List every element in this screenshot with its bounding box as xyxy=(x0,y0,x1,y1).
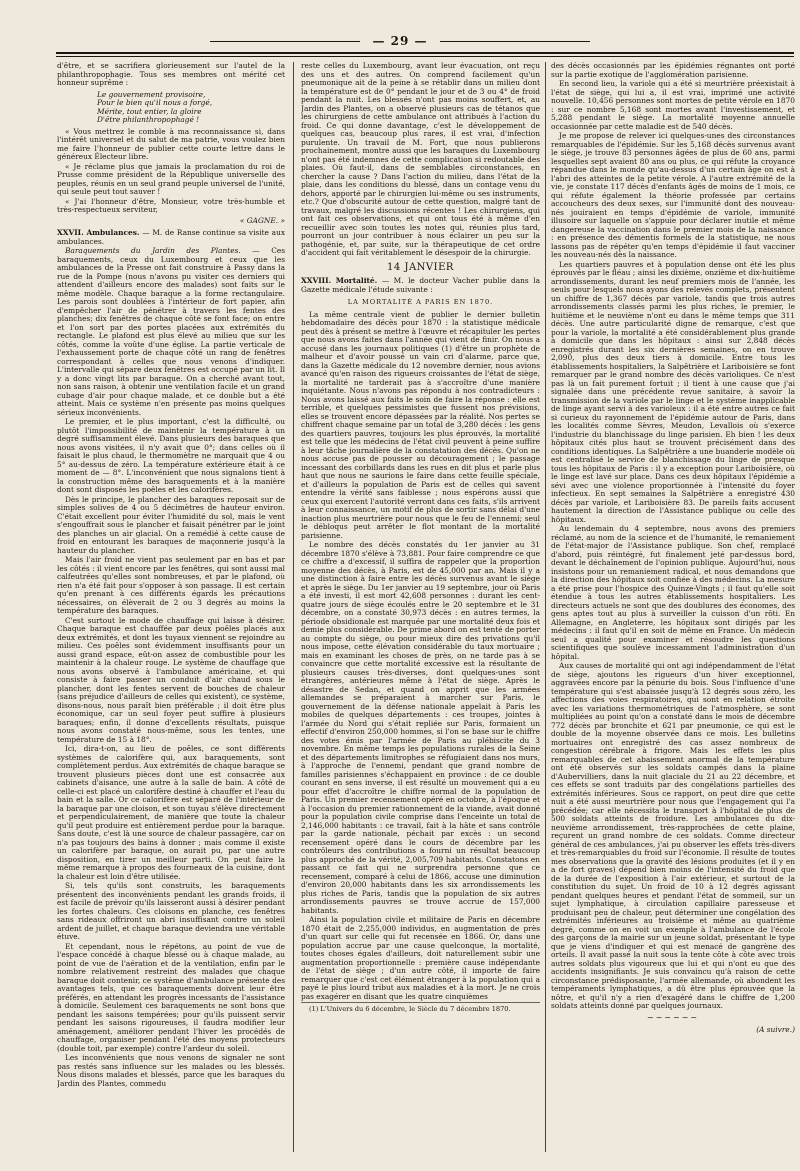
header-rule xyxy=(56,52,794,54)
paragraph: Je me propose de relever ici quelques-unes des circonstances remarquables de l'épidémie. Sur les 5,168 décès survenus avant le siège, je trouve 83 personnes âgées de plus de 60 ans, parmi lesquelles sept avaient 80 ans ou plus, ce qui réfute la croyance répandue dans le monde qu'au-dessus d'un certain âge on est à l'abri des atteintes de la petite vérole. A l'autre extrémité de la vie, je constate 117 décès d'enfants âgés de moins de 1 mois, ce qui réfute également la théorie professée par certains accoucheurs des deux sexes, sur l'immunité dont des nouveau-nés jouiraient en temps d'épidémie de variole, immunité illusoire sur laquelle on s'appuie pour déclarer inutile et même dangereuse la vaccination dans le premier mois de la naissance : en présence des démentis formels de la statistique, ne nous lassons pas de répéter qu'en temps d'épidémie il faut vacciner les nouveau-nés dès la naissance. xyxy=(551,131,795,259)
paragraph: Le premier, et le plus important, c'est la difficulté, ou plutôt l'impossibilité de maintenir la température à un degré suffisamment élevé. Dans plusieurs des baraques que nous avons visitées, il n'y avait que 0°; dans celles où il faisait le plus chaud, le thermomètre ne marquait que 4 ou 5° au-dessus de zéro. La température extérieure était à ce moment de — 8°. L'inconvénient que nous signalons tient à la construction même des baraquements et à la manière dont sont disposés les poêles et les calorifères. xyxy=(57,417,285,494)
header-rule-thin xyxy=(56,56,794,57)
verse xyxy=(97,91,285,125)
flourish-ornament: ~~~~~~ xyxy=(646,1012,700,1022)
paragraph: « J'ai l'honneur d'être, Monsieur, votre très-humble et très-respectueux serviteur, xyxy=(57,196,285,214)
paragraph: Au lendemain du 4 septembre, nous avons des premiers réclamé, au nom de la science et de l'humanité, le remaniement de l'état-major de l'Assistance publique. Son chef, remplacé d'abord, puis réintégré, fut finalement jeté par-dessus bord, devant le déchaînement de l'opinion publique. Aujourd'hui, nous insistons pour un remaniement radical, et nous demandons que la direction des hôpitaux soit confiée à des médecins. La mesure a été prise pour l'hospice des Quinze-Vingts ; il faut qu'elle soit étendue à tous les autres établissements hospitaliers. Les directeurs actuels ne sont que des doublures des économes, des gens aptes tout au plus à surveiller la cuisson d'un rôti. En Allemagne, en Angleterre, les hôpitaux sont dirigés par les médecins : il faut qu'il en soit de même en France. Un médecin seul a qualité pour examiner et résoudre les questions scientifiques que soulève incessamment l'administration d'un hôpital. xyxy=(551,524,795,661)
paragraph: Les quartiers pauvres et à population dense ont été les plus éprouvés par le fléau ; ainsi les dixième, onzième et dix-huitième arrondissements, durant les neuf premiers mois de l'année, les seuls pour lesquels nous ayons des relevés complets, présentent un chiffre de 1,367 décès par variole, tandis que trois autres arrondissements classés parmi les plus riches, le premier, le huitième et le neuvième n'ont eu dans le même temps que 311 décès. Une autre particularité digne de remarque, c'est que pour la variole, la mortalité a été considérablement plus grande à domicile que dans les hôpitaux : ainsi sur 2,848 décès enregistrés durant les six dernières semaines, on en trouve 2,090, plus des deux tiers à domicile. Entre tous les établissements hospitaliers, la Salpêtrière et Lariboisière se font remarquer par le grand nombre des décès varioliques. Ce n'est pas là un fait purement fortuit ; il tient à une cause que j'ai signalée dans une précédente revue sanitaire, à savoir la transmission de la variole par le linge et le système inapplicable de linge ayant servi à des varioleux : il a été entre autres ce fait si curieux du rayonnement de l'épidémie autour de Paris, dans les localités comme Sèvres, Meudon, Levallois où s'exerce l'industrie du blanchissage du linge parisien. Eh bien ! les deux hôpitaux cités plus haut se trouvent précisément dans des conditions identiques. La Salpêtrière a une buanderie modèle où est centralisé le service de blanchissage du linge de presque tous les hôpitaux de Paris : il y a exception pour Lariboisière, où le linge est lavé sur place. Dans ces deux hôpitaux l'épidémie a sévi avec une violence proportionnée à l'intensité du foyer infectieux. En sept semaines la Salpêtrière a enregistré 430 décès par variole, et Lariboisière 83. De pareils faits accusent hautement la direction de l'Assistance publique ou celle des hôpitaux. xyxy=(551,259,795,524)
column-3 xyxy=(551,62,795,1166)
paragraph: Si, tels qu'ils sont construits, les baraquements présentent des inconvénients pendant les grands froids, il est facile de prévoir qu'ils laisseront aussi à désirer pendant les fortes chaleurs. Ces cloisons en planche, ces fenêtres sans rideaux offriront un abri insuffisant contre un soleil ardent de juillet, et chaque baraque deviendra une véritable étuve. xyxy=(57,881,285,941)
verse-line: Le gouvernement provisoire, xyxy=(97,89,206,99)
page-number: — 29 — xyxy=(0,34,800,48)
column-divider xyxy=(545,62,546,1152)
section-intro: — M. de Ranse continue sa visite aux ambulances. xyxy=(57,228,285,246)
paragraph: En second lieu, la variole qui a été si meurtrière préexistait à l'état de siège, qui lui a, il est vrai, imprimé une activité nouvelle. 10,456 personnes sont mortes de petite vérole en 1870 : sur ce nombre 5,168 sont mortes avant l'investissement, et 5,288 pendant le siège. La mortalité moyenne annuelle occasionnée par cette maladie est de 540 décès. xyxy=(551,79,795,131)
section-title: Ambulances. xyxy=(86,228,140,237)
paragraph: Ainsi la population civile et militaire de Paris en décembre 1870 était de 2,255,000 individus, en augmentation de près d'un quart sur celle qui fut recensée en 1866. Or, dans une population accrue par une cause quelconque, la mortalité, toutes choses égales d'ailleurs, doit naturellement subir une augmentation proportionnelle : première cause indépendante de l'état de siège ; d'un autre côté, il importe de faire remarquer que c'est cet élément étranger à la population qui a payé le plus lourd tribut aux maladies et à la mort. Je ne crois pas exagérer en disant que les quatre cinquièmes xyxy=(301,915,540,1001)
verse-line: Pour le bien qu'il nous a forgé, xyxy=(97,98,213,107)
to-be-continued: (A suivre.) xyxy=(756,1025,795,1034)
paragraph: des décès occasionnés par les épidémies régnantes ont porté sur la partie exotique de l'agglomération parisienne. xyxy=(551,62,795,79)
signature: « GAGNE. » xyxy=(239,215,285,225)
date-heading: 14 JANVIER xyxy=(387,261,454,273)
section-number: XXVII. xyxy=(57,228,84,237)
paragraph: Aux causes de mortalité qui ont agi indépendamment de l'état de siège, ajoutons les rigueurs d'un hiver exceptionnel, aggravées encore par la pénurie du bois. Sous l'influence d'une température qui s'est abaissée jusqu'à 12 degrés sous zéro, les affections des voies respiratoires, qui sont en relation étroite avec les variations thermométriques de l'atmosphère, se sont multipliées au point qu'on a constaté dans le mois de décembre 772 décès par bronchite et 621 par pneumonie, ce qui est le double de la moyenne observée dans ce mois. Les bulletins mortuaires ont enregistré des cas assez nombreux de congestion cérébrale à frigore. Mais les effets les plus remarquables de cet abaissement anormal de la température ont été observés sur les soldats campés dans la plaine d'Aubervilliers, dans la nuit glaciale du 21 au 22 décembre, et ces effets se sont traduits par des congélations partielles des extrémités inférieures. Sous ce rapport, on peut dire que cette nuit a été aussi meurtrière pour nous que l'engagement qui l'a précédée; car elle nécessita le transport à l'hôpital de plus de 500 soldats atteints de froidure. Les ambulances du dix-neuvième arrondissement, très-rapprochées de cette plaine, reçurent un grand nombre de ces soldats. Comme directeur général de ces ambulances, j'ai pu observer les effets très-divers et très-remarquables du froid sur l'économie. Il résulte de toutes mes observations que la gravité des lésions produites (et il y en a de fort graves) dépend bien moins de l'intensité du froid que de la durée de l'exposition à l'air extérieur, et surtout de la constitution du sujet. Un froid de 10 à 12 degrés agissant pendant quelques heures et pendant l'état de sommeil, sur un sujet lymphatique, à circulation capillaire paresseuse et produisant peu de chaleur, peut déterminer une congélation des extrémités inférieures au troisième et même au quatrième degré, comme on en voit un exemple à l'ambulance de l'école des garçons de la mairie sur un jeune soldat, présentant le type que je viens d'indiquer et qui est menacé de gangrène des orteils. Il avait passé la nuit sous la tente côte à côte avec trois autres soldats plus vigoureux que lui et qui n'ont eu que des accidents insignifiants. Je suis convaincu qu'à raison de cette circonstance prédisposante, l'armée allemande, où abondent les tempéraments lymphatiques, a dû être plus éprouvée que la nôtre, et qu'il n'y a rien d'exagéré dans le chiffre de 1,200 soldats atteints donné par quelques journaux. xyxy=(551,661,795,1010)
paragraph: C'est surtout le mode de chauffage qui laisse à désirer. Chaque baraque est chauffée par deux poêles placés aux deux extrémités, et dont les tuyaux viennent se rejoindre au milieu. Ces poêles sont évidemment insuffisants pour un aussi grand espace, eût-on assez de combustible pour les maintenir à la chaleur rouge. Le système de chauffage que nous avons observé à l'ambulance américaine, et qui consiste à faire passer un conduit d'air chaud sous le plancher, dont les fentes servent de bouches de chaleur (sans préjudice d'ailleurs de celles qui existent), ce système, disons-nous, nous paraît bien préférable ; il doit être plus économique, car un seul foyer peut suffire à plusieurs baraques; enfin, il donne d'excellents résultats, puisque nous avons constaté nous-même, sous les tentes, une température de 15 à 18°. xyxy=(57,615,285,744)
paragraph: La même centrale vient de publier le dernier bulletin hebdomadaire des décès pour 1870 : la statistique médicale peut dès à présent se mettre à l'œuvre et récapituler les pertes que nous avons faites dans l'année qui vient de finir. On nous a accusé dans les journaux politiques (1) d'être un prophète de malheur et d'avoir poussé un vain cri d'alarme, parce que, dans la Gazette médicale du 12 novembre dernier, nous avions avancé qu'en raison des rigueurs croissantes de l'état de siège, la mortalité ne tarderait pas à s'accroître d'une manière inquiétante. Nous n'avons pas répondu à nos contradicteurs : Nous avons laissé aux faits le soin de faire la réponse : elle est terrible, et quelques pessimistes que fussent nos prévisions, elles se trouvent encore dépassées par la réalité. Nos pertes se chiffrent chaque semaine par un total de 3,280 décès : les gens des quartiers pauvres, toujours les plus éprouvés, la mortalité est telle que les médecins de l'état civil peuvent à peine suffire à leur tâche journalière de la constatation des décès. Qu'on ne nous accuse pas de pousser au découragement ; le passage incessant des corbillards dans les rues en dit plus et parle plus haut que nous ne saurions le faire dans cette feuille spéciale, et d'ailleurs la population de Paris est de celles qui savent entendre la vérité sans faiblesse ; nous espérons aussi que ceux qui exercent l'autorité verront dans ces faits, s'ils arrivent à leur connaissance, un motif de plus de sortir sans délai d'une inaction plus meurtrière pour nous que le feu de l'ennemi; seul le débloqus peut arrêter le flot montant de la mortalité parisienne. xyxy=(301,309,540,540)
section-intro: — M. le docteur Vacher publie dans la Gazette médicale l'étude suivante : xyxy=(301,276,540,294)
verse-line: Mérite, tout entier, la gloire xyxy=(97,106,202,116)
section-number: XXVIII. xyxy=(301,276,332,285)
section-heading xyxy=(301,277,540,294)
verse-line: D'être philanthropophagé ! xyxy=(97,115,200,124)
article-subtitle: LA MORTALITÉ A PARIS EN 1870. xyxy=(347,298,494,306)
column-2 xyxy=(301,62,540,1166)
column-divider xyxy=(293,62,294,1152)
paragraph: Ici, dira-t-on, au lieu de poêles, ce sont différents systèmes de calorifère qui, aux baraquements, sont complètement perdus. Aux extrémités de chaque baraque se trouvent plusieurs pièces dont une est consacrée aux cabinets d'aisance, une autre à la salle de bain. A côté de celle-ci est placé un calorifère destiné à chauffer et l'eau du bain et la salle. Or ce calorifère est séparé de l'intérieur de la baraque par une cloison, et son tuyau s'élève directement et perpendiculairement, de manière que toute la chaleur qu'il peut produire est entièrement perdue pour la baraque. Sans doute, c'est là une source de chaleur passagère, car on n'a pas toujours des bains à donner ; mais comme il existe un calorifère par baraque, on aurait pu, par une autre disposition, en tirer un meilleur parti. On peut faire la même remarque à propos des fourneaux de la cuisine, dont la chaleur est loin d'être utilisée. xyxy=(57,744,285,881)
paragraph: « Je réclame plus que jamais la proclamation du roi de Prusse comme président de la République universelle des peuples, réunis en un seul grand peuple universel de l'unité, qui seule peut tout sauver ! xyxy=(57,161,285,196)
section-title: Mortalité. xyxy=(335,276,378,285)
section-heading xyxy=(57,229,285,246)
paragraph: Le nombre des décès constatés du 1er janvier au 31 décembre 1870 s'élève à 73,881. Pour faire comprendre ce que ce chiffre a d'excessif, il suffira de rappeler que la proportion moyenne des décès, à Paris, est de 45,000 par an. Mais il y a une distinction à faire entre les décès survenus avant le siège et après le siège. Du 1er janvier au 19 septembre, jour où Paris a été investi, il est mort 42,608 personnes : durant les cent-quatre jours de siège écoulés entre le 20 septembre et le 31 décembre, on a constaté 30,973 décès : en autres termes, la période obsidionale est marquée par une mortalité deux fois et demie plus considérable. De prime abord on est tenté de porter au compte du siège, ou pour mieux dire des privations qu'il nous impose, cette élévation considérable du taux mortuaire ; mais en examinant les choses de près, on ne tarde pas à se convaincre que cette mortalité excessive est la résultante de plusieurs causes très-diverses, dont quelques-unes sont étrangères, antérieures même à l'état de siège. Après le désastre de Sedan, et quand on apprit que les armées allemandes se préparaient à marcher sur Paris, le gouvernement de la défense nationale appelait à Paris les mobiles de quelques départements : ces troupes, jointes à l'armée du Nord qui s'était repliée sur Paris, formaient un effectif d'environ 250,000 hommes, si l'on se base sur le chiffre des votes émis par l'armée de Paris au plébiscite du 3 novembre. En même temps les populations rurales de la Seine et des départements limitrophes se réfugiaient dans nos murs, à l'approche de l'ennemi, pendant que grand nombre de familles parisiennes s'échappaient en province : de ce double courant en sens inverse, il est résulté un mouvement qui a eu pour effet d'accroître le chiffre normal de la population de Paris. Un premier recensement opéré en octobre, à l'époque et à l'occasion du premier rationnement de la viande, avait donné pour la population civile comprise dans l'enceinte un total de 2,146,000 habitants : ce travail, fait à la hâte et sans contrôle par la garde nationale, péchait par excès : un second recensement opéré dans le cours de décembre par les contrôleurs des contributions a fourni un résultat beaucoup plus approché de la vérité, 2,005,709 habitants. Constatons en passant ce fait qui ne surprendra personne que ce recensement, comparé à celui de 1866, accuse une diminution d'environ 20,000 habitants dans les six arrondissements les plus riches de Paris, tandis que la population de six autres arrondissements pauvres se trouve accrue de 157,000 habitants. xyxy=(301,540,540,915)
paragraph: Mais l'air froid ne vient pas seulement par en bas et par les côtés : il vient encore par les fenêtres, qui sont aussi mal calfeutrées qu'elles sont nombreuses, et par le plafond, où rien n'a été fait pour s'opposer à son passage. Il est certain qu'en prenant à ces différents égards les précautions nécessaires, on élèverait de 2 ou 3 degrés au moins la température des baraques. xyxy=(57,555,285,615)
paragraph-text: — Ces baraquements, ceux du Luxembourg et ceux que les ambulances de la Presse ont fait construire à Passy dans la rue de la Pompe (nous n'avons pu visiter ces derniers qui attendent d'ailleurs encore des malades) sont faits sur le même modèle. Chaque baraque a la forme rectangulaire. Les parois sont doublées à l'intérieur de fort papier, afin d'empêcher l'air de pénétrer à travers les fentes des planches; dix fenêtres de chaque côté se font face; on entre et l'on sort par des portes placées aux extrémités du rectangle. Le plafond est plus élevé au milieu que sur les côtés, comme la voûte d'une église. La partie verticale de l'exhaussement porte de chaque côté un rang de fenêtres correspondant à celles que nous venons d'indiquer. L'intervalle qui sépare deux fenêtres est occupé par un lit. Il y a donc vingt lits par baraque. On a cherché avant tout, non sans raison, à obtenir une ventilation facile et un grand cubage d'air pour chaque malade, et ce double but a été atteint. Mais ce système n'en présente pas moins quelques sérieux inconvénients. xyxy=(57,246,285,417)
paragraph: Et cependant, nous le répétons, au point de vue de l'espace concédé à chaque blessé ou à chaque malade, au point de vue de l'aération et de la ventilation, enfin par le nombre relativement restreint des malades que chaque baraque doit contenir, ce système d'ambulance présente des avantages tels, que ces baraquements doivent leur être préférés, en attendant les progrès incessants de l'assistance à domicile. Seulement ces baraquements ne sont bons que pendant les saisons tempérées; pour qu'ils puissent servir pendant les saisons rigoureuses, il faudra modifier leur aménagement, améliorer pendant l'hiver les procédés de chauffage, organiser pendant l'été des moyens protecteurs (double toit, par exemple) contre l'ardeur du soleil. xyxy=(57,941,285,1053)
paragraph: Les inconvénients que nous venons de signaler ne sont pas restés sans influence sur les malades ou les blessés. Nous disons malades et blessés, parce que les baraques du Jardin des Plantes, commedu xyxy=(57,1053,285,1088)
column-1 xyxy=(57,62,285,1166)
paragraph xyxy=(57,247,285,417)
paragraph-lead: Baraquements du Jardin des Plantes. xyxy=(65,246,241,255)
paragraph: reste celles du Luxembourg, avant leur évacuation, ont reçu des uns et des autres. On comprend facilement qu'un pneumonique ait de la peine à se rétablir dans un milieu dont la température est de 0° pendant le jour et de 3 ou 4° de froid pendant la nuit. Les blessés n'ont pas moins souffert, et, au Jardin des Plantes, on a observé plusieurs cas de tétanos que les chirurgiens de cette ambulance ont attribués à l'action du froid. Ce qui donne davantage, c'est le développement de quelques cas, beaucoup plus rares, il est vrai, d'infection purulente. Un travail de M. Fort, que nous publierons prochainement, montre aussi que les baraques du Luxembourg n'ont pas été indemnes de cette complication si redoutable des plaies. Où faut-il, dans de semblables circonstances, en chercher la cause ? Dans l'action du milieu, dans l'état de la plaie, dans les conditions du blessé, dans un contage venu du dehors, apporté par le chirurgien lui-même ou ses instruments, etc.? Que d'obscurité autour de cette question, malgré tant de travaux, malgré les discussions récentes ! Les chirurgiens, qui ont fait ces observations, et qui ont tous été à même d'en recueillir avec soin toutes les notes qui, réunies plus tard, pourront un jour contribuer à nous éclairer un peu sur la pathogénie, et, par suite, sur la thérapeutique de cet ordre d'accident qui fait véritablement le désespoir de la chirurgie. xyxy=(301,62,540,257)
paragraph: « Vous mettrez le comble à ma reconnaissance si, dans l'intérêt universel et du salut de ma patrie, vous voulez bien me faire l'honneur de publier cette courte lettre dans le généreux Électeur libre. xyxy=(57,126,285,161)
paragraph: Dès le principe, le plancher des baraques reposait sur de simples solives de 4 ou 5 décimètres de hauteur environ. C'était excellent pour éviter l'humidité du sol, mais le vent s'engouffrait sous le plancher et faisait pénétrer par le joint des planches un air glacial. On a remédié à cette cause de froid en entourant les baraques de maçonnerie jusqu'à la hauteur du plancher. xyxy=(57,494,285,555)
footnote: (1) L'Univers du 6 décembre, le Siècle du 7 décembre 1870. xyxy=(301,1002,540,1014)
paragraph: d'être, et se sacrifiera glorieusement sur l'autel de la philanthropophagie. Tous ses membres ont mérité cet honneur suprême : xyxy=(57,62,285,87)
